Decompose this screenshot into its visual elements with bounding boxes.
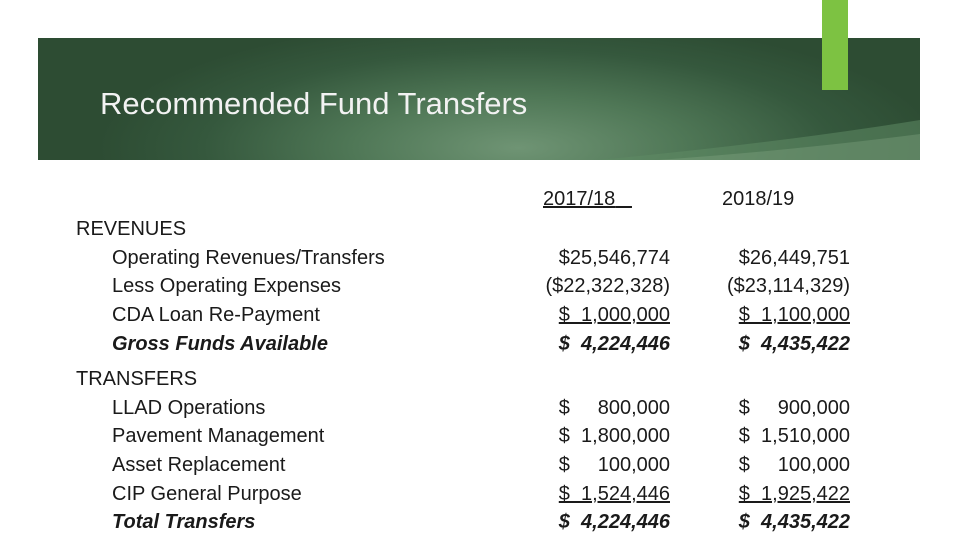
gross-funds-value-2017: $ 4,224,446 xyxy=(558,333,670,355)
total-transfers-label: Total Transfers xyxy=(112,511,256,533)
row-label: CIP General Purpose xyxy=(112,483,302,505)
row-value-2018: $ 100,000 xyxy=(738,454,850,476)
total-transfers-value-2018: $ 4,435,422 xyxy=(738,511,850,533)
row-label: CDA Loan Re-Payment xyxy=(112,304,320,326)
row-label: Less Operating Expenses xyxy=(112,275,342,297)
accent-bar xyxy=(822,0,848,90)
column-header-2018-19: 2018/19 xyxy=(722,188,795,210)
row-value-2018: $26,449,751 xyxy=(738,247,850,269)
row-label: Asset Replacement xyxy=(112,454,286,476)
column-header-2017-18: 2017/18 xyxy=(543,188,616,210)
row-label: LLAD Operations xyxy=(112,397,266,419)
row-value-2017: $ 1,524,446 xyxy=(558,483,670,505)
row-value-2018: $ 1,510,000 xyxy=(738,425,850,447)
row-value-2017: $ 1,000,000 xyxy=(558,304,670,326)
revenues-heading: REVENUES xyxy=(76,218,187,240)
row-value-2017: ($22,322,328) xyxy=(545,275,670,297)
total-transfers-value-2017: $ 4,224,446 xyxy=(558,511,670,533)
gross-funds-label: Gross Funds Available xyxy=(112,333,328,355)
row-value-2018: $ 900,000 xyxy=(738,397,850,419)
row-label: Operating Revenues/Transfers xyxy=(112,247,385,269)
row-value-2017: $25,546,774 xyxy=(558,247,670,269)
row-value-2017: $ 100,000 xyxy=(558,454,670,476)
row-value-2017: $ 1,800,000 xyxy=(558,425,670,447)
row-value-2017: $ 800,000 xyxy=(558,397,670,419)
gross-funds-value-2018: $ 4,435,422 xyxy=(738,333,850,355)
row-value-2018: $ 1,100,000 xyxy=(738,304,850,326)
row-value-2018: $ 1,925,422 xyxy=(738,483,850,505)
transfers-heading: TRANSFERS xyxy=(76,368,198,390)
row-value-2018: ($23,114,329) xyxy=(726,275,850,297)
page-title: Recommended Fund Transfers xyxy=(100,86,528,121)
row-label: Pavement Management xyxy=(112,425,325,447)
